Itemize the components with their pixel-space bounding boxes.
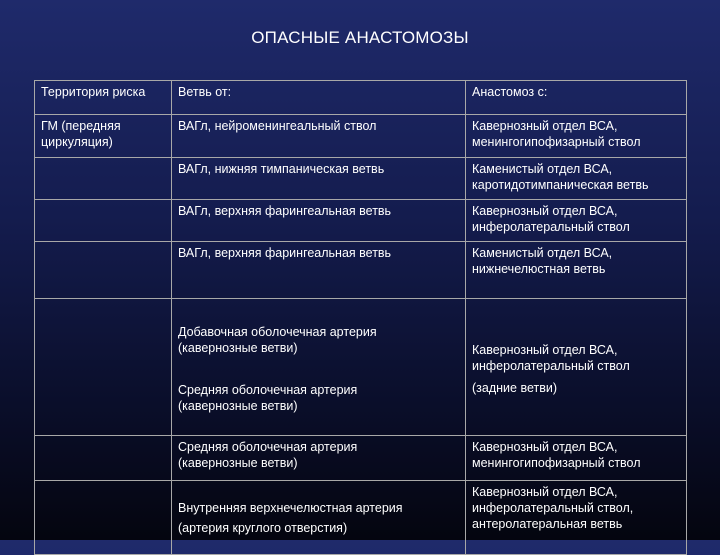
slide-title: ОПАСНЫЕ АНАСТОМОЗЫ — [251, 28, 469, 47]
branch-cell: ВАГл, верхняя фарингеальная ветвь — [172, 200, 466, 242]
anastomosis-cell: Кавернозный отдел ВСА, менингогипофизарный ствол — [466, 115, 687, 158]
branch-line-1: Внутренняя верхнечелюстная артерия — [178, 501, 403, 515]
table-header-row — [35, 81, 687, 115]
branch-middle-meningeal: Средняя оболочечная артерия (кавернозные ветви) — [178, 383, 358, 413]
table-row — [35, 158, 687, 200]
territory-cell: ГМ (передняя циркуляция) — [35, 115, 172, 158]
territory-cell — [35, 200, 172, 242]
table-row — [35, 436, 687, 481]
anastomoses-table — [34, 80, 687, 555]
table-row — [35, 242, 687, 299]
table-row — [35, 115, 687, 158]
header-territory: Территория риска — [35, 81, 172, 115]
table-row — [35, 481, 687, 555]
anastomosis-posterior-branches: (задние ветви) — [472, 381, 557, 395]
anastomosis-cell: Каменистый отдел ВСА, каротидотимпаническая ветвь — [466, 158, 687, 200]
branch-cell: Средняя оболочечная артерия (кавернозные ветви) — [172, 436, 466, 481]
branch-cell: ВАГл, нейроменингеальный ствол — [172, 115, 466, 158]
branch-cell: ВАГл, нижняя тимпаническая ветвь — [172, 158, 466, 200]
territory-cell — [35, 436, 172, 481]
header-branch: Ветвь от: — [172, 81, 466, 115]
anastomosis-cell: Каменистый отдел ВСА, нижнечелюстная ветвь — [466, 242, 687, 299]
branch-cell — [172, 299, 466, 436]
branch-cell: ВАГл, верхняя фарингеальная ветвь — [172, 242, 466, 299]
anastomosis-inferolateral: Кавернозный отдел ВСА, инферолатеральный ствол — [472, 343, 630, 373]
territory-cell — [35, 242, 172, 299]
branch-line-2: (артерия круглого отверстия) — [178, 521, 348, 535]
territory-cell — [35, 158, 172, 200]
anastomosis-cell: Кавернозный отдел ВСА, инферолатеральный ствол — [466, 200, 687, 242]
table-row — [35, 299, 687, 436]
table-row — [35, 200, 687, 242]
branch-accessory-meningeal: Добавочная оболочечная артерия (кавернозные ветви) — [178, 325, 377, 355]
territory-cell — [35, 299, 172, 436]
header-anastomosis: Анастомоз с: — [466, 81, 687, 115]
anastomosis-cell: Кавернозный отдел ВСА, инферолатеральный ствол, антеролатеральная ветвь — [466, 481, 687, 555]
branch-cell — [172, 481, 466, 555]
anastomosis-cell: Кавернозный отдел ВСА, менингогипофизарный ствол — [466, 436, 687, 481]
territory-cell — [35, 481, 172, 555]
anastomosis-cell — [466, 299, 687, 436]
